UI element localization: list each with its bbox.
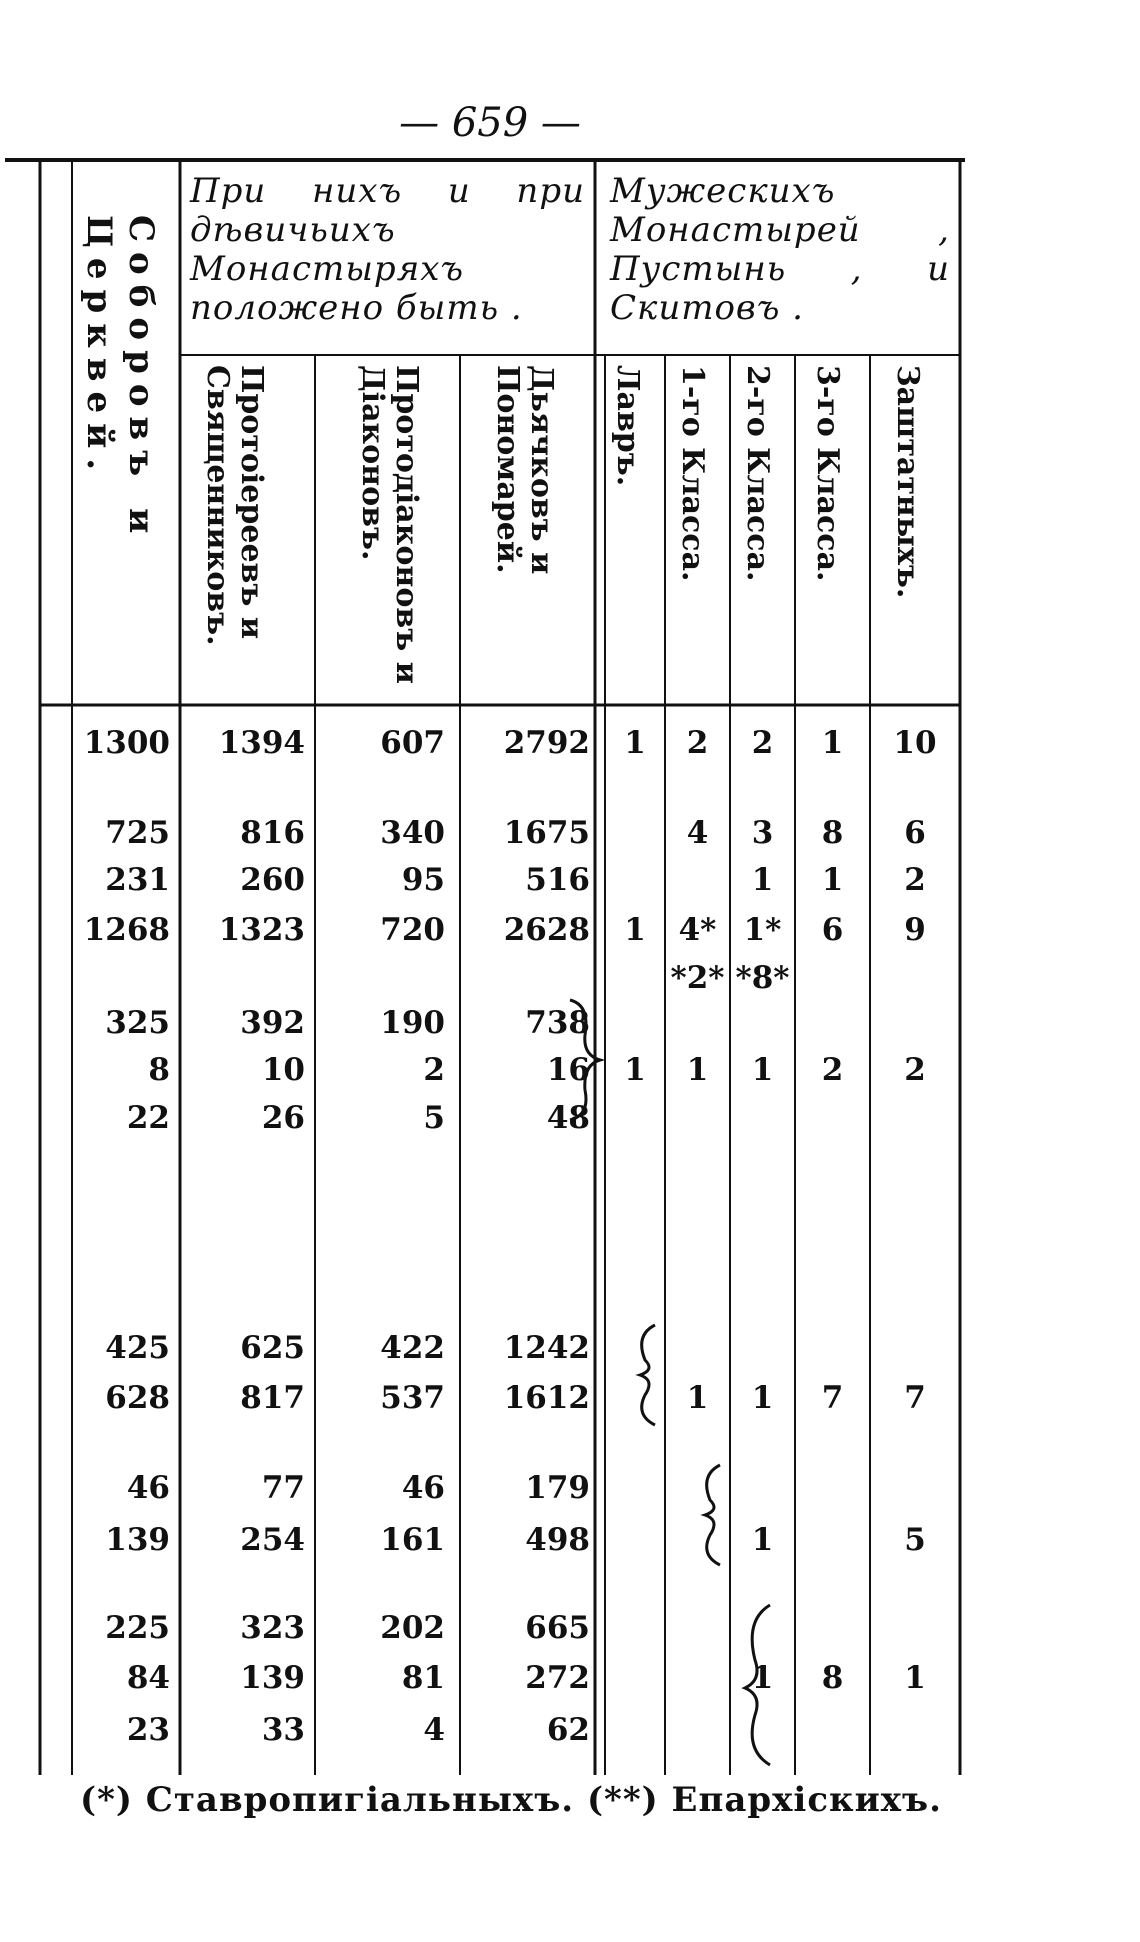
header-sacristans: Дьячковъ и Пономарей. [490, 365, 559, 575]
table-cell: 665 [525, 1610, 590, 1646]
table-cell: 720 [380, 912, 445, 948]
header-third-class: 3-го Класса. [810, 365, 845, 582]
header-group-monasteries: Мужескихъ Монастырей , Пустынь , и Скитовъ . [610, 171, 950, 328]
table-cell: 1* [743, 912, 782, 948]
table-cell: 1 [624, 1052, 646, 1088]
table-cell: 2 [423, 1052, 445, 1088]
table-cell: 16 [546, 1052, 590, 1088]
table-cell: 8 [148, 1052, 170, 1088]
table-cell: 33 [261, 1712, 305, 1748]
table-cell: 77 [261, 1470, 305, 1506]
table-cell: 3 [751, 815, 774, 851]
table-cell: 1 [624, 725, 646, 761]
table-cell: 10 [893, 725, 937, 761]
brace-bracket [695, 1460, 735, 1570]
table-cell: 1 [821, 725, 844, 761]
header-lavras: Лавръ. [610, 365, 645, 487]
table-cell: 202 [380, 1610, 445, 1646]
table-cell: 537 [380, 1380, 445, 1416]
table-cell: 46 [126, 1470, 170, 1506]
table-cell: 7 [821, 1380, 844, 1416]
brace-bracket [740, 1600, 785, 1770]
table-cell: 260 [240, 862, 305, 898]
table-cell: 2 [821, 1052, 844, 1088]
table-cell: 23 [126, 1712, 170, 1748]
table-cell: 84 [126, 1660, 170, 1696]
table-cell: 26 [261, 1100, 305, 1136]
table-cell: 190 [380, 1005, 445, 1041]
table-cell: 254 [240, 1522, 305, 1558]
footnote: (*) Ставропигіальныхъ. (**) Епархіскихъ. [80, 1780, 942, 1820]
table-cell: 628 [105, 1380, 170, 1416]
table-cell: 4 [423, 1712, 445, 1748]
table-cell: 1 [751, 1380, 774, 1416]
table-cell: 1 [751, 1052, 774, 1088]
table-cell: 607 [380, 725, 445, 761]
table-cell: 2792 [503, 725, 590, 761]
table-cell: 1 [686, 1052, 709, 1088]
header-supernumerary: Заштатныхъ. [890, 365, 925, 599]
table-cell: 4* [678, 912, 717, 948]
header-first-class: 1-го Класса. [675, 365, 710, 582]
table-cell: 817 [240, 1380, 305, 1416]
table-cell: 1 [821, 862, 844, 898]
brace-bracket [630, 1320, 670, 1430]
header-archpriests: Протоіереевъ и Священниковъ. [200, 365, 269, 646]
table-cell: 1612 [503, 1380, 590, 1416]
table-cell: 179 [525, 1470, 590, 1506]
table-cell: 325 [105, 1005, 170, 1041]
table-cell: 738 [525, 1005, 590, 1041]
table-cell: *2* [670, 960, 725, 996]
table-cell: 1 [751, 1522, 774, 1558]
table-cell: 2 [904, 862, 926, 898]
table-cell: 8 [821, 1660, 844, 1696]
table-cell: 1268 [83, 912, 170, 948]
table-cell: 231 [105, 862, 170, 898]
table-cell: 1300 [83, 725, 170, 761]
header-group-with-them: При нихъ и при дѣвичьихъ Монастыряхъ положено быть . [190, 171, 585, 328]
table-cell: 2 [686, 725, 709, 761]
table-cell: 4 [686, 815, 709, 851]
table-cell: 48 [546, 1100, 590, 1136]
table-cell: 425 [105, 1330, 170, 1366]
table-cell: 1675 [503, 815, 590, 851]
table-cell: 1323 [218, 912, 305, 948]
table-cell: 81 [401, 1660, 445, 1696]
table-cell: 9 [904, 912, 926, 948]
table-cell: 272 [525, 1660, 590, 1696]
table-cell: 8 [821, 815, 844, 851]
table-cell: 1 [904, 1660, 926, 1696]
table-cell: 139 [240, 1660, 305, 1696]
table-cell: 340 [380, 815, 445, 851]
table-cell: 62 [546, 1712, 590, 1748]
table-cell: 392 [240, 1005, 305, 1041]
table-cell: 6 [904, 815, 926, 851]
header-deacons: Протодіаконовъ и Діаконовъ. [355, 365, 424, 684]
table-cell: 516 [525, 862, 590, 898]
table-cell: 225 [105, 1610, 170, 1646]
table-cell: 1242 [503, 1330, 590, 1366]
table-cell: 7 [904, 1380, 926, 1416]
header-second-class: 2-го Класса. [740, 365, 775, 582]
table-cell: 5 [423, 1100, 445, 1136]
table-cell: 95 [401, 862, 445, 898]
table-cell: 725 [105, 815, 170, 851]
table-cell: 10 [261, 1052, 305, 1088]
table-cell: 161 [380, 1522, 445, 1558]
table-cell: 2 [904, 1052, 926, 1088]
table-cell: 139 [105, 1522, 170, 1558]
table-cell: 816 [240, 815, 305, 851]
table-cell: 498 [525, 1522, 590, 1558]
table-cell: 1 [624, 912, 646, 948]
table-cell: 625 [240, 1330, 305, 1366]
header-churches: Соборовъ и Церквей. [79, 215, 161, 544]
table-cell: 46 [401, 1470, 445, 1506]
table-cell: 1 [686, 1380, 709, 1416]
table-cell: 22 [126, 1100, 170, 1136]
table-cell: 1 [751, 1660, 774, 1696]
table-cell: *8* [735, 960, 790, 996]
table-cell: 2 [751, 725, 774, 761]
page-number: — 659 — [399, 100, 581, 146]
table-cell: 5 [904, 1522, 926, 1558]
table-cell: 6 [821, 912, 844, 948]
table-cell: 323 [240, 1610, 305, 1646]
table-cell: 2628 [503, 912, 590, 948]
table-cell: 1394 [218, 725, 305, 761]
brace-bracket [565, 995, 605, 1125]
table-cell: 1 [751, 862, 774, 898]
table-cell: 422 [380, 1330, 445, 1366]
